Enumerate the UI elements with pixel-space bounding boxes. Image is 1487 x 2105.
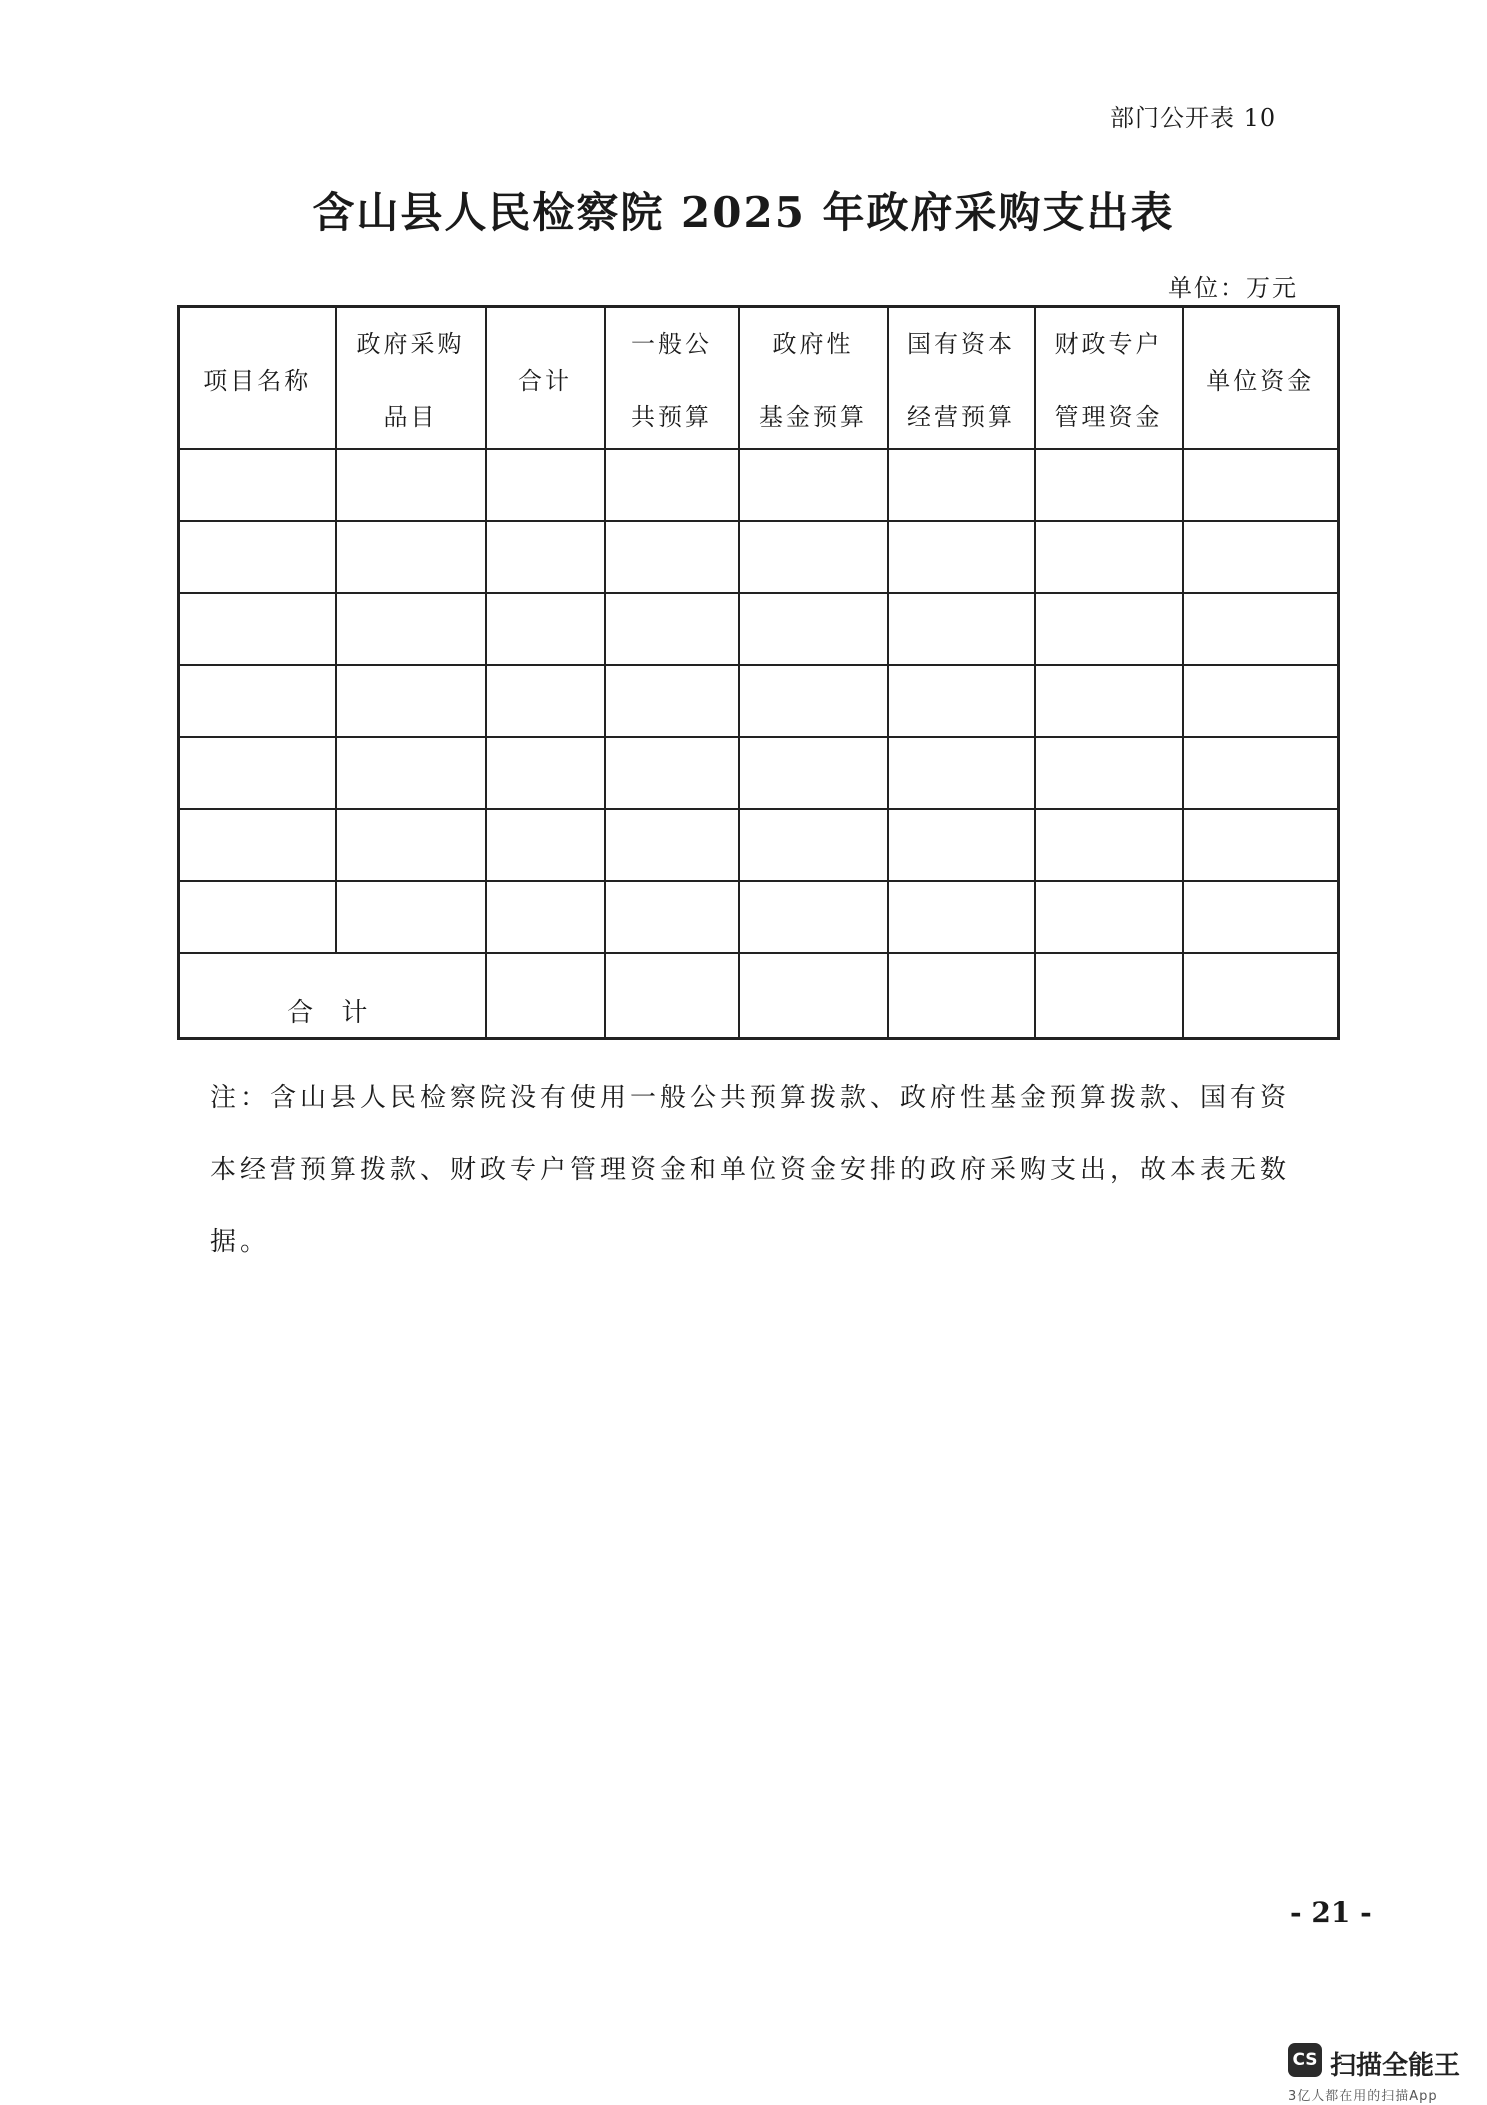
table-cell [888, 665, 1035, 737]
table-cell [888, 521, 1035, 593]
table-cell [486, 449, 605, 521]
column-header-unit-funds: 单位资金 [1183, 307, 1339, 450]
column-header-state-capital-budget: 国有资本 经营预算 [888, 307, 1035, 450]
table-cell [605, 809, 739, 881]
table-cell [179, 449, 336, 521]
table-cell [1183, 665, 1339, 737]
table-cell [1035, 521, 1183, 593]
table-cell [486, 593, 605, 665]
scanner-watermark [1288, 2043, 1478, 2103]
table-cell [739, 593, 888, 665]
unit-label: 单位：万元 [1168, 274, 1298, 302]
table-cell [486, 737, 605, 809]
table-cell [739, 881, 888, 953]
table-cell [739, 809, 888, 881]
table-cell [1183, 521, 1339, 593]
table-row [179, 521, 1339, 593]
table-row [179, 593, 1339, 665]
table-cell [336, 665, 486, 737]
table-cell [336, 593, 486, 665]
table-cell [486, 809, 605, 881]
table-cell [605, 737, 739, 809]
table-cell [1035, 809, 1183, 881]
total-cell [739, 953, 888, 1039]
column-header-project-name: 项目名称 [179, 307, 336, 450]
page-label: 部门公开表 10 [1110, 104, 1277, 132]
table-cell [1183, 593, 1339, 665]
watermark-tagline: 3亿人都在用的扫描App [1288, 2089, 1438, 2104]
table-cell [1183, 809, 1339, 881]
table-cell [1035, 881, 1183, 953]
watermark-app-name: 扫描全能王 [1330, 2051, 1461, 2081]
total-cell [605, 953, 739, 1039]
table-row [179, 881, 1339, 953]
table-cell [739, 521, 888, 593]
table-cell [179, 665, 336, 737]
column-header-total: 合计 [486, 307, 605, 450]
page-number: - 21 - [1290, 1896, 1372, 1929]
table-cell [179, 809, 336, 881]
table-cell [605, 449, 739, 521]
table-cell [1035, 449, 1183, 521]
table-cell [739, 449, 888, 521]
table-cell [888, 881, 1035, 953]
table-cell [486, 881, 605, 953]
table-note: 注：含山县人民检察院没有使用一般公共预算拨款、政府性基金预算拨款、国有资本经营预算拨款、财政专户管理资金和单位资金安排的政府采购支出，故本表无数据。 [210, 1083, 1291, 1257]
table-cell [1183, 449, 1339, 521]
table-cell [179, 881, 336, 953]
column-header-special-account-funds: 财政专户 管理资金 [1035, 307, 1183, 450]
procurement-table [177, 305, 1340, 1040]
table-row [179, 809, 1339, 881]
table-cell [336, 737, 486, 809]
total-label: 合 计 [179, 953, 486, 1039]
table-row [179, 665, 1339, 737]
total-cell [486, 953, 605, 1039]
table-total-row [179, 953, 1339, 1039]
table-cell [1035, 737, 1183, 809]
column-header-general-budget: 一般公 共预算 [605, 307, 739, 450]
table-cell [336, 809, 486, 881]
column-header-procurement-item: 政府采购 品目 [336, 307, 486, 450]
table-cell [605, 593, 739, 665]
table-cell [1035, 665, 1183, 737]
table-cell [179, 593, 336, 665]
table-cell [336, 881, 486, 953]
table-cell [605, 521, 739, 593]
table-row [179, 449, 1339, 521]
table-cell [1183, 881, 1339, 953]
table-cell [336, 449, 486, 521]
total-cell [888, 953, 1035, 1039]
table-cell [739, 665, 888, 737]
table-header-row [179, 307, 1339, 450]
table-cell [1183, 737, 1339, 809]
table-cell [888, 593, 1035, 665]
table-cell [605, 665, 739, 737]
table-cell [486, 665, 605, 737]
table-cell [739, 737, 888, 809]
table-cell [888, 809, 1035, 881]
total-cell [1183, 953, 1339, 1039]
camscanner-logo-icon: CS [1288, 2043, 1322, 2077]
table-cell [605, 881, 739, 953]
column-header-fund-budget: 政府性 基金预算 [739, 307, 888, 450]
table-cell [888, 449, 1035, 521]
table-cell [1035, 593, 1183, 665]
table-cell [486, 521, 605, 593]
page-title: 含山县人民检察院 2025 年政府采购支出表 [312, 188, 1175, 237]
table-cell [179, 737, 336, 809]
table-cell [336, 521, 486, 593]
total-cell [1035, 953, 1183, 1039]
table-row [179, 737, 1339, 809]
table-cell [179, 521, 336, 593]
table-cell [888, 737, 1035, 809]
